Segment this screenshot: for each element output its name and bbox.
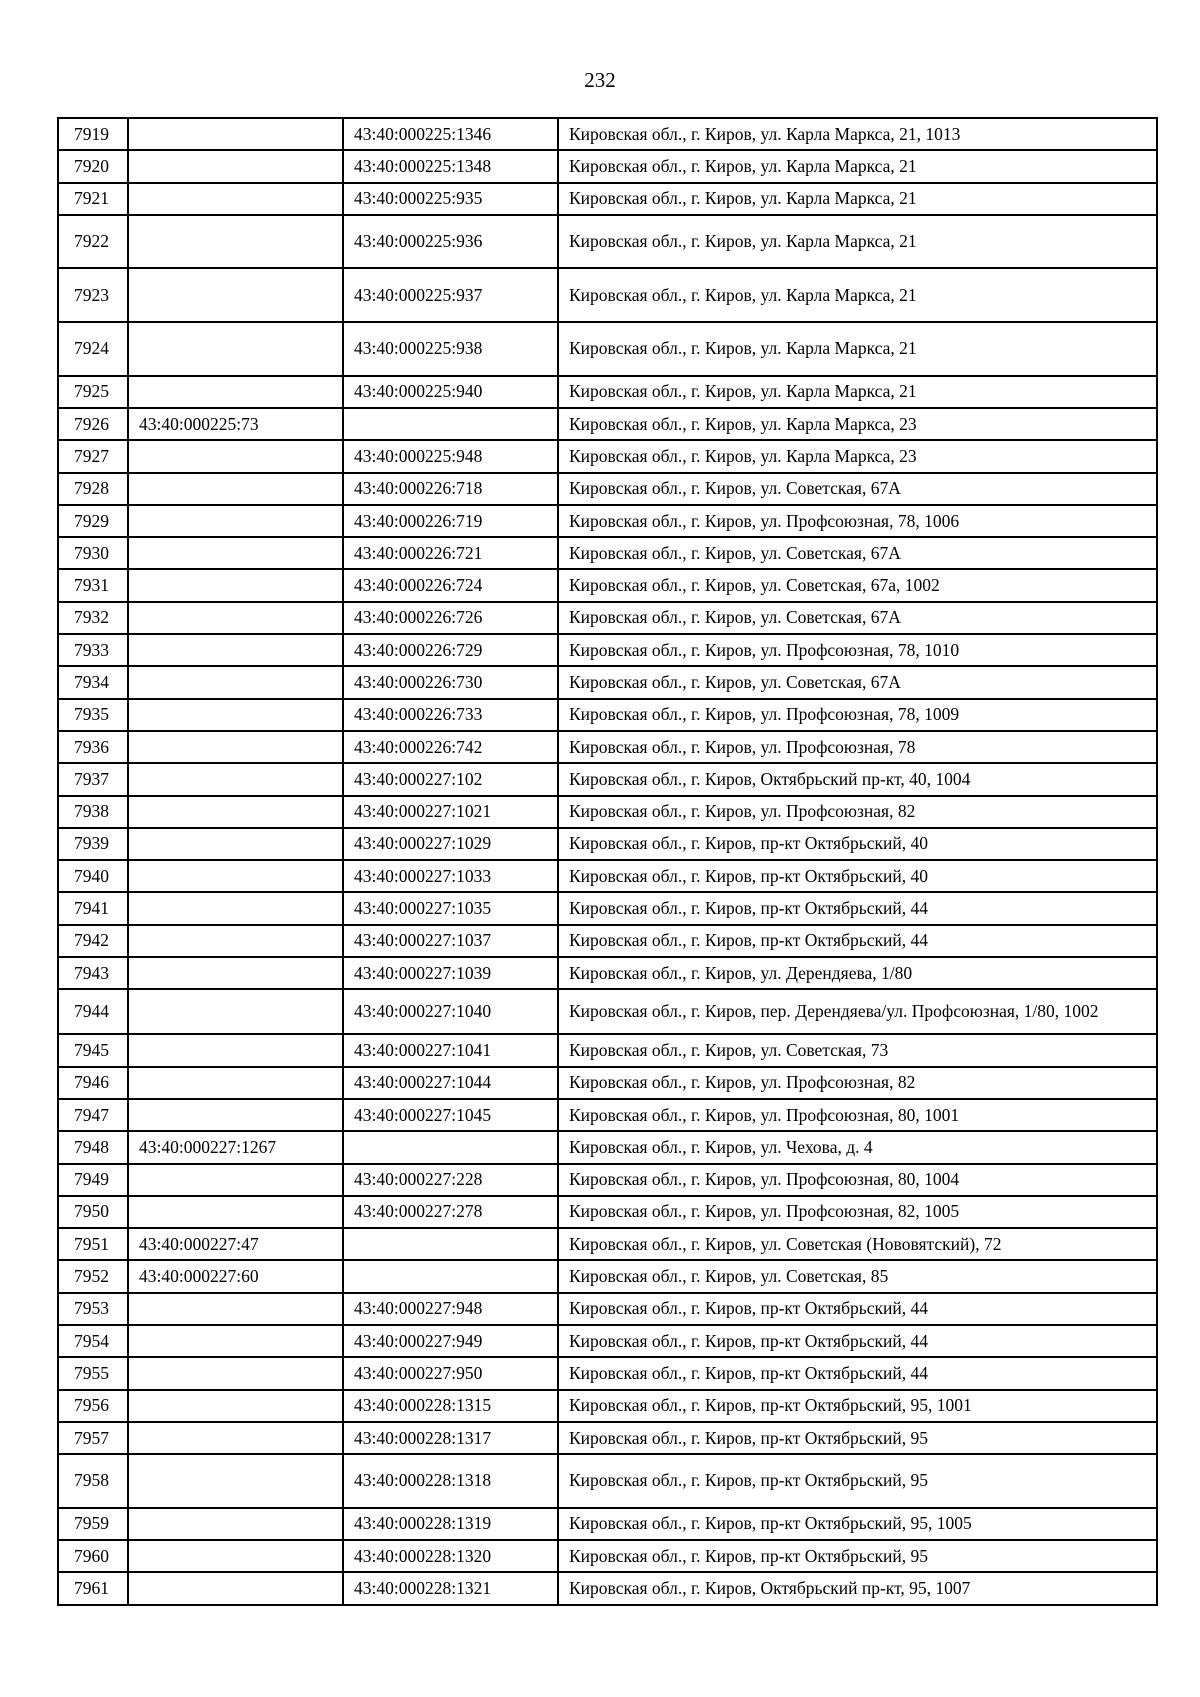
- address-cell: Кировская обл., г. Киров, ул. Карла Маркса, 21, 1013: [558, 118, 1157, 150]
- premises-cadastral-number-cell: 43:40:000228:1321: [343, 1572, 558, 1604]
- address-cell: Кировская обл., г. Киров, ул. Советская, 67А: [558, 473, 1157, 505]
- table-row: [58, 1325, 1157, 1357]
- row-number-cell: 7959: [58, 1508, 128, 1540]
- premises-cadastral-number-cell: 43:40:000228:1317: [343, 1422, 558, 1454]
- parcel-cadastral-number-cell: 43:40:000227:60: [128, 1260, 343, 1292]
- table-row: [58, 376, 1157, 408]
- parcel-cadastral-number-cell: [128, 796, 343, 828]
- table-row: [58, 602, 1157, 634]
- table-row: [58, 1572, 1157, 1604]
- table-row: [58, 1034, 1157, 1066]
- parcel-cadastral-number-cell: [128, 1390, 343, 1422]
- address-cell: Кировская обл., г. Киров, ул. Карла Маркса, 23: [558, 408, 1157, 440]
- row-number-cell: 7953: [58, 1293, 128, 1325]
- table-row: [58, 860, 1157, 892]
- address-cell: Кировская обл., г. Киров, ул. Профсоюзная, 82: [558, 1067, 1157, 1099]
- row-number-cell: 7937: [58, 763, 128, 795]
- parcel-cadastral-number-cell: [128, 473, 343, 505]
- premises-cadastral-number-cell: 43:40:000225:935: [343, 183, 558, 215]
- table-row: [58, 957, 1157, 989]
- table-row: [58, 731, 1157, 763]
- address-cell: Кировская обл., г. Киров, пр-кт Октябрьский, 44: [558, 1293, 1157, 1325]
- parcel-cadastral-number-cell: 43:40:000225:73: [128, 408, 343, 440]
- address-cell: Кировская обл., г. Киров, ул. Профсоюзная, 80, 1001: [558, 1099, 1157, 1131]
- address-cell: Кировская обл., г. Киров, ул. Карла Маркса, 21: [558, 215, 1157, 269]
- address-cell: Кировская обл., г. Киров, пр-кт Октябрьский, 44: [558, 925, 1157, 957]
- table-row: [58, 666, 1157, 698]
- table-row: [58, 1293, 1157, 1325]
- parcel-cadastral-number-cell: [128, 1034, 343, 1066]
- premises-cadastral-number-cell: 43:40:000227:1044: [343, 1067, 558, 1099]
- parcel-cadastral-number-cell: [128, 505, 343, 537]
- address-cell: Кировская обл., г. Киров, пр-кт Октябрьский, 40: [558, 860, 1157, 892]
- table-row: [58, 1099, 1157, 1131]
- row-number-cell: 7928: [58, 473, 128, 505]
- parcel-cadastral-number-cell: [128, 602, 343, 634]
- address-cell: Кировская обл., г. Киров, пр-кт Октябрьский, 40: [558, 828, 1157, 860]
- row-number-cell: 7958: [58, 1454, 128, 1508]
- premises-cadastral-number-cell: 43:40:000227:278: [343, 1196, 558, 1228]
- row-number-cell: 7945: [58, 1034, 128, 1066]
- row-number-cell: 7924: [58, 322, 128, 376]
- address-cell: Кировская обл., г. Киров, ул. Профсоюзная, 82, 1005: [558, 1196, 1157, 1228]
- row-number-cell: 7951: [58, 1228, 128, 1260]
- parcel-cadastral-number-cell: [128, 1454, 343, 1508]
- premises-cadastral-number-cell: 43:40:000226:718: [343, 473, 558, 505]
- row-number-cell: 7955: [58, 1357, 128, 1389]
- row-number-cell: 7960: [58, 1540, 128, 1572]
- row-number-cell: 7931: [58, 569, 128, 601]
- row-number-cell: 7923: [58, 268, 128, 322]
- parcel-cadastral-number-cell: [128, 892, 343, 924]
- premises-cadastral-number-cell: 43:40:000227:1040: [343, 989, 558, 1034]
- address-cell: Кировская обл., г. Киров, ул. Советская, 67А: [558, 537, 1157, 569]
- table-row: [58, 763, 1157, 795]
- premises-cadastral-number-cell: 43:40:000226:724: [343, 569, 558, 601]
- table-row: [58, 1164, 1157, 1196]
- table-row: [58, 440, 1157, 472]
- row-number-cell: 7950: [58, 1196, 128, 1228]
- parcel-cadastral-number-cell: [128, 215, 343, 269]
- parcel-cadastral-number-cell: [128, 666, 343, 698]
- premises-cadastral-number-cell: 43:40:000226:742: [343, 731, 558, 763]
- row-number-cell: 7961: [58, 1572, 128, 1604]
- table-row: [58, 537, 1157, 569]
- address-cell: Кировская обл., г. Киров, пр-кт Октябрьский, 95: [558, 1540, 1157, 1572]
- row-number-cell: 7941: [58, 892, 128, 924]
- table-row: [58, 925, 1157, 957]
- table-row: [58, 828, 1157, 860]
- row-number-cell: 7938: [58, 796, 128, 828]
- row-number-cell: 7926: [58, 408, 128, 440]
- address-cell: Кировская обл., г. Киров, ул. Советская, 67А: [558, 666, 1157, 698]
- table-row: [58, 699, 1157, 731]
- row-number-cell: 7933: [58, 634, 128, 666]
- page-number: 232: [584, 68, 616, 92]
- parcel-cadastral-number-cell: [128, 376, 343, 408]
- row-number-cell: 7956: [58, 1390, 128, 1422]
- table-row: [58, 989, 1157, 1034]
- parcel-cadastral-number-cell: [128, 860, 343, 892]
- parcel-cadastral-number-cell: [128, 1357, 343, 1389]
- table-row: [58, 268, 1157, 322]
- row-number-cell: 7952: [58, 1260, 128, 1292]
- premises-cadastral-number-cell: 43:40:000228:1320: [343, 1540, 558, 1572]
- parcel-cadastral-number-cell: [128, 699, 343, 731]
- row-number-cell: 7934: [58, 666, 128, 698]
- table-row: [58, 183, 1157, 215]
- premises-cadastral-number-cell: 43:40:000227:228: [343, 1164, 558, 1196]
- row-number-cell: 7947: [58, 1099, 128, 1131]
- row-number-cell: 7932: [58, 602, 128, 634]
- premises-cadastral-number-cell: 43:40:000225:940: [343, 376, 558, 408]
- address-cell: Кировская обл., г. Киров, пр-кт Октябрьский, 44: [558, 1325, 1157, 1357]
- premises-cadastral-number-cell: 43:40:000227:1029: [343, 828, 558, 860]
- premises-cadastral-number-cell: 43:40:000225:937: [343, 268, 558, 322]
- address-cell: Кировская обл., г. Киров, ул. Профсоюзная, 78, 1006: [558, 505, 1157, 537]
- parcel-cadastral-number-cell: [128, 957, 343, 989]
- table-row: [58, 1067, 1157, 1099]
- table-row: [58, 1228, 1157, 1260]
- row-number-cell: 7925: [58, 376, 128, 408]
- parcel-cadastral-number-cell: [128, 440, 343, 472]
- parcel-cadastral-number-cell: [128, 1572, 343, 1604]
- address-cell: Кировская обл., г. Киров, ул. Карла Маркса, 21: [558, 268, 1157, 322]
- address-cell: Кировская обл., г. Киров, ул. Дерендяева, 1/80: [558, 957, 1157, 989]
- parcel-cadastral-number-cell: [128, 150, 343, 182]
- parcel-cadastral-number-cell: [128, 1540, 343, 1572]
- premises-cadastral-number-cell: 43:40:000226:721: [343, 537, 558, 569]
- address-cell: Кировская обл., г. Киров, пр-кт Октябрьский, 95, 1005: [558, 1508, 1157, 1540]
- table-row: [58, 322, 1157, 376]
- parcel-cadastral-number-cell: 43:40:000227:47: [128, 1228, 343, 1260]
- table-row: [58, 118, 1157, 150]
- premises-cadastral-number-cell: 43:40:000225:938: [343, 322, 558, 376]
- table-row: [58, 505, 1157, 537]
- row-number-cell: 7943: [58, 957, 128, 989]
- premises-cadastral-number-cell: [343, 1260, 558, 1292]
- address-cell: Кировская обл., г. Киров, пр-кт Октябрьский, 44: [558, 1357, 1157, 1389]
- parcel-cadastral-number-cell: [128, 763, 343, 795]
- address-cell: Кировская обл., г. Киров, Октябрьский пр-кт, 40, 1004: [558, 763, 1157, 795]
- table-row: [58, 1454, 1157, 1508]
- address-cell: Кировская обл., г. Киров, ул. Советская, 85: [558, 1260, 1157, 1292]
- parcel-cadastral-number-cell: [128, 1422, 343, 1454]
- parcel-cadastral-number-cell: [128, 925, 343, 957]
- address-cell: Кировская обл., г. Киров, ул. Профсоюзная, 78, 1010: [558, 634, 1157, 666]
- parcel-cadastral-number-cell: [128, 569, 343, 601]
- row-number-cell: 7919: [58, 118, 128, 150]
- premises-cadastral-number-cell: 43:40:000227:950: [343, 1357, 558, 1389]
- registry-table-body: [58, 118, 1157, 1605]
- row-number-cell: 7957: [58, 1422, 128, 1454]
- row-number-cell: 7948: [58, 1131, 128, 1163]
- table-row: [58, 796, 1157, 828]
- parcel-cadastral-number-cell: [128, 1293, 343, 1325]
- property-registry-table: [57, 117, 1158, 1606]
- parcel-cadastral-number-cell: [128, 322, 343, 376]
- address-cell: Кировская обл., г. Киров, пр-кт Октябрьский, 95: [558, 1454, 1157, 1508]
- address-cell: Кировская обл., г. Киров, ул. Карла Маркса, 21: [558, 150, 1157, 182]
- table-row: [58, 1260, 1157, 1292]
- table-row: [58, 1390, 1157, 1422]
- parcel-cadastral-number-cell: [128, 1164, 343, 1196]
- parcel-cadastral-number-cell: [128, 989, 343, 1034]
- premises-cadastral-number-cell: 43:40:000225:936: [343, 215, 558, 269]
- address-cell: Кировская обл., г. Киров, ул. Профсоюзная, 78, 1009: [558, 699, 1157, 731]
- premises-cadastral-number-cell: 43:40:000228:1315: [343, 1390, 558, 1422]
- row-number-cell: 7946: [58, 1067, 128, 1099]
- parcel-cadastral-number-cell: [128, 634, 343, 666]
- row-number-cell: 7922: [58, 215, 128, 269]
- address-cell: Кировская обл., г. Киров, ул. Карла Маркса, 21: [558, 322, 1157, 376]
- row-number-cell: 7936: [58, 731, 128, 763]
- parcel-cadastral-number-cell: [128, 1196, 343, 1228]
- premises-cadastral-number-cell: 43:40:000227:1045: [343, 1099, 558, 1131]
- table-row: [58, 1540, 1157, 1572]
- table-row: [58, 1357, 1157, 1389]
- premises-cadastral-number-cell: 43:40:000227:102: [343, 763, 558, 795]
- table-row: [58, 150, 1157, 182]
- address-cell: Кировская обл., г. Киров, пр-кт Октябрьский, 95, 1001: [558, 1390, 1157, 1422]
- address-cell: Кировская обл., г. Киров, ул. Профсоюзная, 82: [558, 796, 1157, 828]
- table-row: [58, 1422, 1157, 1454]
- address-cell: Кировская обл., г. Киров, ул. Советская, 73: [558, 1034, 1157, 1066]
- address-cell: Кировская обл., г. Киров, ул. Советская, 67а, 1002: [558, 569, 1157, 601]
- table-row: [58, 408, 1157, 440]
- parcel-cadastral-number-cell: [128, 118, 343, 150]
- premises-cadastral-number-cell: 43:40:000226:733: [343, 699, 558, 731]
- address-cell: Кировская обл., г. Киров, пер. Дерендяева/ул. Профсоюзная, 1/80, 1002: [558, 989, 1157, 1034]
- premises-cadastral-number-cell: 43:40:000227:949: [343, 1325, 558, 1357]
- parcel-cadastral-number-cell: [128, 1325, 343, 1357]
- premises-cadastral-number-cell: 43:40:000227:1033: [343, 860, 558, 892]
- parcel-cadastral-number-cell: [128, 183, 343, 215]
- premises-cadastral-number-cell: [343, 408, 558, 440]
- table-row: [58, 634, 1157, 666]
- premises-cadastral-number-cell: 43:40:000225:1348: [343, 150, 558, 182]
- address-cell: Кировская обл., г. Киров, ул. Советская, 67А: [558, 602, 1157, 634]
- row-number-cell: 7930: [58, 537, 128, 569]
- premises-cadastral-number-cell: 43:40:000225:1346: [343, 118, 558, 150]
- table-row: [58, 569, 1157, 601]
- premises-cadastral-number-cell: 43:40:000226:726: [343, 602, 558, 634]
- row-number-cell: 7949: [58, 1164, 128, 1196]
- parcel-cadastral-number-cell: [128, 537, 343, 569]
- parcel-cadastral-number-cell: 43:40:000227:1267: [128, 1131, 343, 1163]
- parcel-cadastral-number-cell: [128, 1099, 343, 1131]
- table-row: [58, 1131, 1157, 1163]
- row-number-cell: 7920: [58, 150, 128, 182]
- row-number-cell: 7921: [58, 183, 128, 215]
- row-number-cell: 7940: [58, 860, 128, 892]
- row-number-cell: 7954: [58, 1325, 128, 1357]
- premises-cadastral-number-cell: 43:40:000227:1039: [343, 957, 558, 989]
- premises-cadastral-number-cell: [343, 1131, 558, 1163]
- address-cell: Кировская обл., г. Киров, пр-кт Октябрьский, 44: [558, 892, 1157, 924]
- table-row: [58, 1196, 1157, 1228]
- premises-cadastral-number-cell: 43:40:000228:1318: [343, 1454, 558, 1508]
- row-number-cell: 7929: [58, 505, 128, 537]
- parcel-cadastral-number-cell: [128, 828, 343, 860]
- row-number-cell: 7939: [58, 828, 128, 860]
- premises-cadastral-number-cell: 43:40:000227:1037: [343, 925, 558, 957]
- address-cell: Кировская обл., г. Киров, ул. Карла Маркса, 21: [558, 376, 1157, 408]
- address-cell: Кировская обл., г. Киров, ул. Профсоюзная, 80, 1004: [558, 1164, 1157, 1196]
- table-row: [58, 1508, 1157, 1540]
- address-cell: Кировская обл., г. Киров, ул. Карла Маркса, 23: [558, 440, 1157, 472]
- premises-cadastral-number-cell: 43:40:000226:729: [343, 634, 558, 666]
- premises-cadastral-number-cell: [343, 1228, 558, 1260]
- table-row: [58, 892, 1157, 924]
- parcel-cadastral-number-cell: [128, 268, 343, 322]
- table-row: [58, 215, 1157, 269]
- row-number-cell: 7927: [58, 440, 128, 472]
- parcel-cadastral-number-cell: [128, 1508, 343, 1540]
- parcel-cadastral-number-cell: [128, 1067, 343, 1099]
- parcel-cadastral-number-cell: [128, 731, 343, 763]
- table-row: [58, 473, 1157, 505]
- address-cell: Кировская обл., г. Киров, ул. Советская (Нововятский), 72: [558, 1228, 1157, 1260]
- address-cell: Кировская обл., г. Киров, Октябрьский пр-кт, 95, 1007: [558, 1572, 1157, 1604]
- address-cell: Кировская обл., г. Киров, ул. Карла Маркса, 21: [558, 183, 1157, 215]
- premises-cadastral-number-cell: 43:40:000225:948: [343, 440, 558, 472]
- row-number-cell: 7942: [58, 925, 128, 957]
- premises-cadastral-number-cell: 43:40:000227:1021: [343, 796, 558, 828]
- premises-cadastral-number-cell: 43:40:000227:1041: [343, 1034, 558, 1066]
- row-number-cell: 7944: [58, 989, 128, 1034]
- row-number-cell: 7935: [58, 699, 128, 731]
- premises-cadastral-number-cell: 43:40:000226:719: [343, 505, 558, 537]
- premises-cadastral-number-cell: 43:40:000227:1035: [343, 892, 558, 924]
- address-cell: Кировская обл., г. Киров, ул. Профсоюзная, 78: [558, 731, 1157, 763]
- address-cell: Кировская обл., г. Киров, ул. Чехова, д. 4: [558, 1131, 1157, 1163]
- address-cell: Кировская обл., г. Киров, пр-кт Октябрьский, 95: [558, 1422, 1157, 1454]
- premises-cadastral-number-cell: 43:40:000227:948: [343, 1293, 558, 1325]
- premises-cadastral-number-cell: 43:40:000226:730: [343, 666, 558, 698]
- premises-cadastral-number-cell: 43:40:000228:1319: [343, 1508, 558, 1540]
